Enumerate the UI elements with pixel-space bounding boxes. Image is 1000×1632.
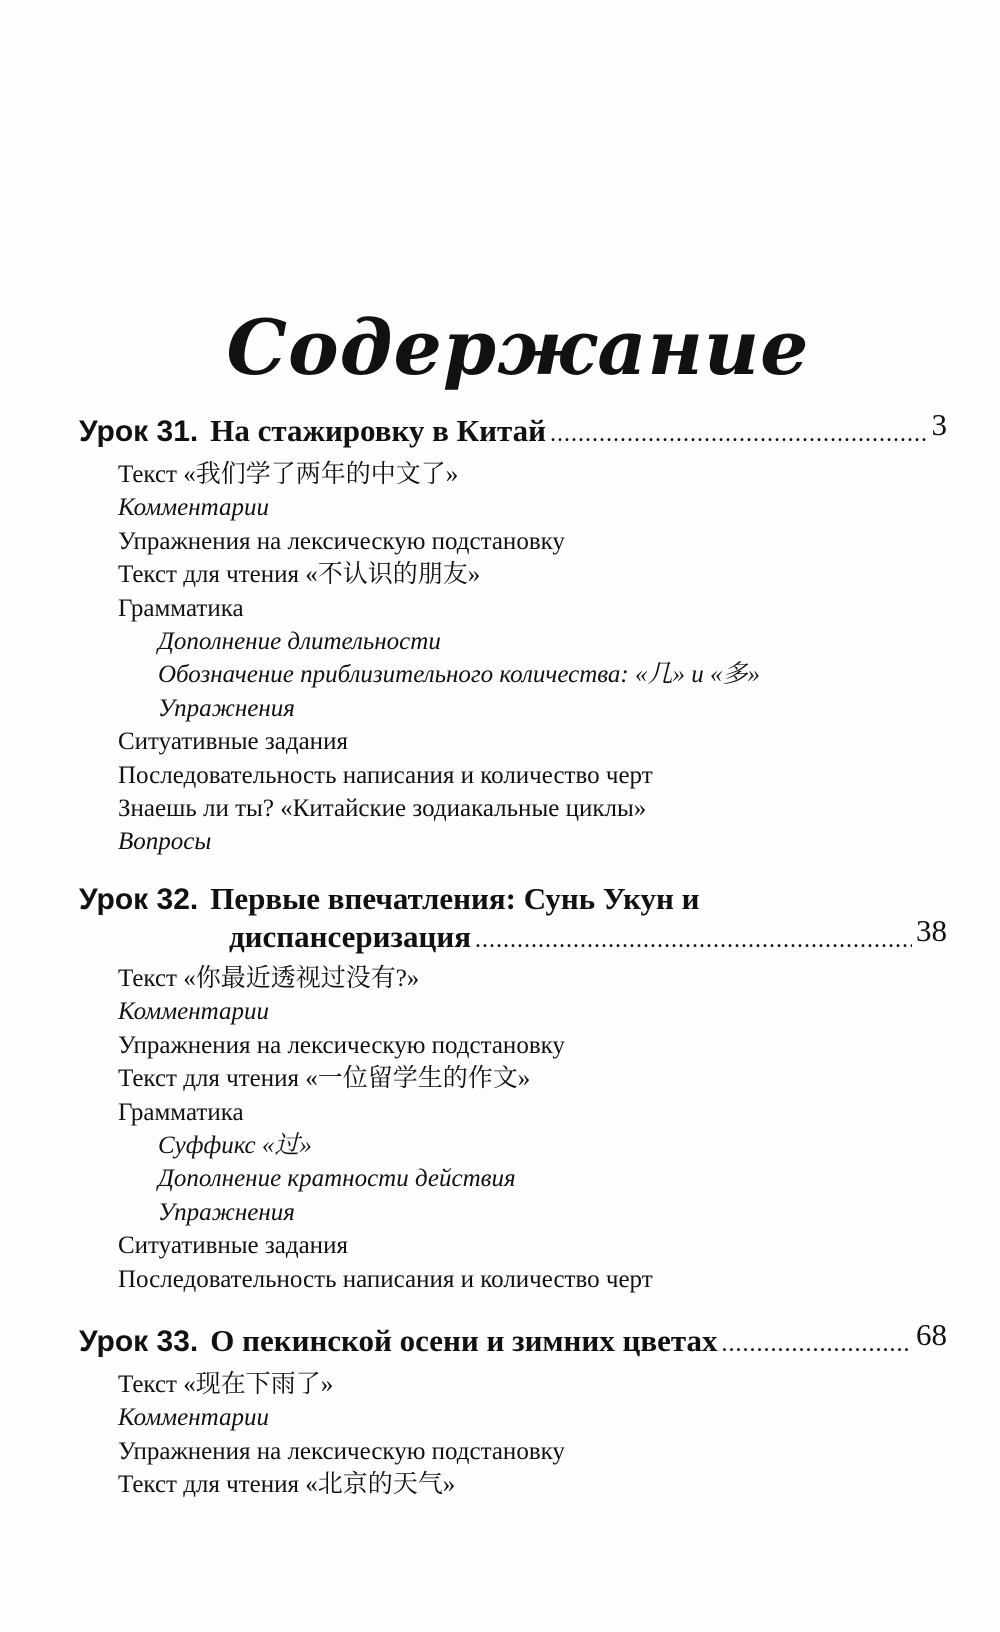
toc-item[interactable]: Комментарии xyxy=(118,494,269,522)
lesson-31-heading[interactable] xyxy=(79,407,947,453)
toc-item[interactable]: Текст для чтения «一位留学生的作文» xyxy=(118,1065,531,1093)
page-number: 38 xyxy=(916,913,947,948)
toc-subitem[interactable]: Упражнения xyxy=(158,1198,295,1226)
toc-item[interactable]: Текст для чтения «北京的天气» xyxy=(118,1471,456,1499)
lesson-title: О пекинской осени и зимних цветах xyxy=(210,1323,718,1358)
lesson-32-heading[interactable] xyxy=(79,880,947,959)
page-number: 3 xyxy=(931,407,947,442)
lesson-number: Урок 32. xyxy=(79,883,199,916)
toc-subitem[interactable]: Суффикс «过» xyxy=(158,1132,312,1160)
toc-subitem[interactable]: Обозначение приблизительного количества: «几» и «多» xyxy=(158,661,761,689)
lesson-title-line2: диспансеризация xyxy=(229,919,471,954)
lesson-number: Урок 33. xyxy=(79,1325,199,1358)
toc-item[interactable]: Упражнения на лексическую подстановку xyxy=(118,1437,565,1465)
toc-item[interactable]: Знаешь ли ты? «Китайские зодиакальные циклы» xyxy=(118,795,647,823)
lesson-number: Урок 31. xyxy=(79,415,199,448)
page-title: Содержание xyxy=(226,302,810,392)
toc-item[interactable]: Текст для чтения «不认识的朋友» xyxy=(118,561,481,589)
toc-item[interactable]: Комментарии xyxy=(118,998,269,1026)
lesson-title-line1: Первые впечатления: Сунь Укун и xyxy=(210,881,700,916)
toc-item[interactable]: Ситуативные задания xyxy=(118,1232,348,1260)
toc-item[interactable]: Ситуативные задания xyxy=(118,728,348,756)
dot-leader xyxy=(475,922,912,959)
toc-item[interactable]: Последовательность написания и количество черт xyxy=(118,1265,653,1293)
dot-leader xyxy=(550,416,928,453)
lesson-31-items xyxy=(118,458,938,859)
toc-item[interactable]: Текст «现在下雨了» xyxy=(118,1371,334,1398)
dot-leader xyxy=(721,1326,912,1363)
toc-item[interactable]: Комментарии xyxy=(118,1404,269,1432)
page-number: 68 xyxy=(916,1317,947,1352)
toc-item[interactable]: Текст «你最近透视过没有?» xyxy=(118,965,420,992)
lesson-32-items xyxy=(118,962,938,1296)
toc-item[interactable]: Упражнения на лексическую подстановку xyxy=(118,1031,565,1059)
toc-item[interactable]: Последовательность написания и количество черт xyxy=(118,761,653,789)
toc-item[interactable]: Упражнения на лексическую подстановку xyxy=(118,527,565,555)
toc-item[interactable]: Грамматика xyxy=(118,1098,244,1126)
toc-subitem[interactable]: Упражнения xyxy=(158,694,295,722)
lesson-33-items xyxy=(118,1368,938,1502)
toc-item[interactable]: Грамматика xyxy=(118,594,244,622)
toc-item[interactable]: Вопросы xyxy=(118,828,212,856)
lesson-33-heading[interactable] xyxy=(79,1317,947,1363)
toc-item[interactable]: Текст «我们学了两年的中文了» xyxy=(118,461,459,488)
toc-subitem[interactable]: Дополнение кратности действия xyxy=(158,1165,516,1193)
toc-subitem[interactable]: Дополнение длительности xyxy=(158,628,441,656)
lesson-title: На стажировку в Китай xyxy=(210,413,546,448)
